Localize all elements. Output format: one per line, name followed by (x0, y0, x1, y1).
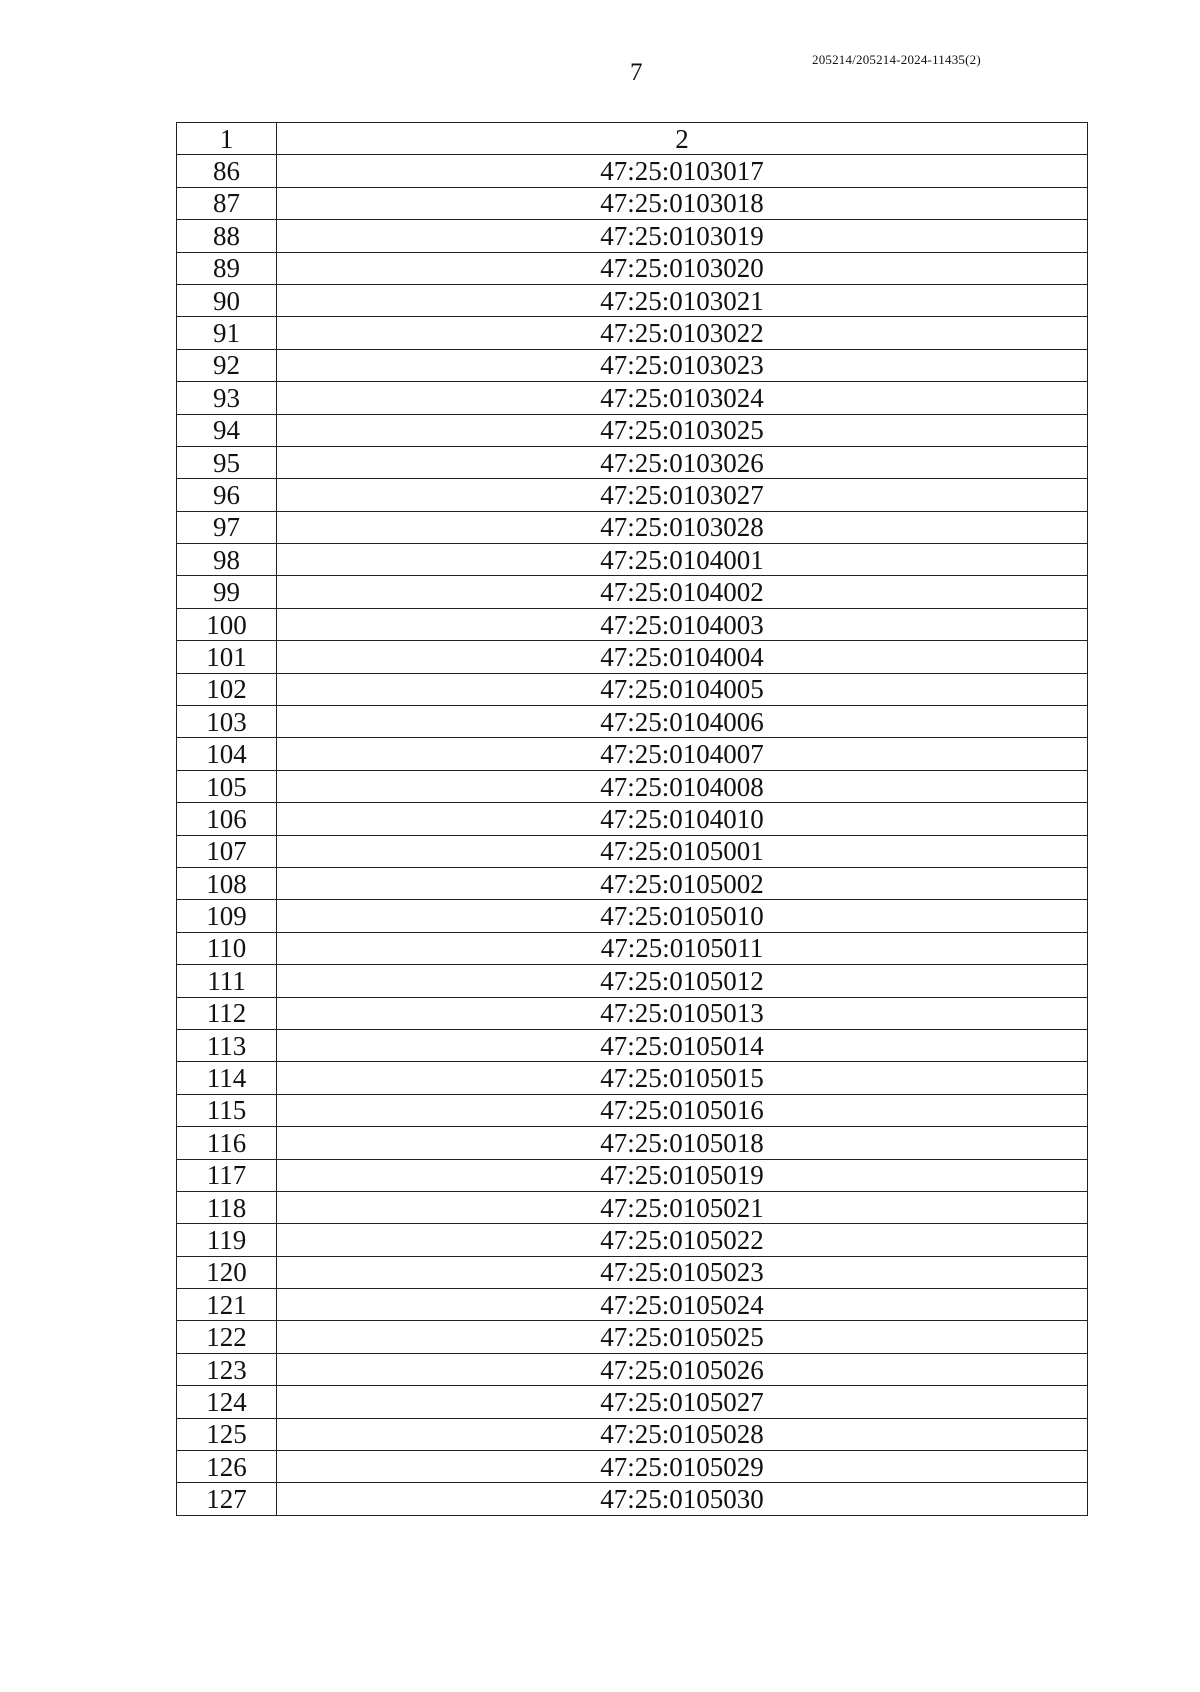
table-body (177, 123, 1088, 1516)
document-reference: 205214/205214-2024-11435(2) (812, 52, 981, 67)
row-number-cell: 96 (177, 479, 277, 511)
row-number-cell: 119 (177, 1224, 277, 1256)
cadastral-number-cell: 47:25:0103028 (277, 511, 1088, 543)
row-number-cell: 116 (177, 1127, 277, 1159)
table-row (177, 446, 1088, 478)
row-number-cell: 89 (177, 252, 277, 284)
cadastral-number-cell: 47:25:0105022 (277, 1224, 1088, 1256)
cadastral-number-cell: 47:25:0104006 (277, 706, 1088, 738)
table-row (177, 1256, 1088, 1288)
row-number-cell: 91 (177, 317, 277, 349)
cadastral-number-cell: 47:25:0104001 (277, 544, 1088, 576)
row-number-cell: 111 (177, 965, 277, 997)
cadastral-number-cell: 47:25:0103018 (277, 187, 1088, 219)
cadastral-number-cell: 47:25:0103022 (277, 317, 1088, 349)
cadastral-number-cell: 47:25:0105011 (277, 932, 1088, 964)
row-number-cell: 86 (177, 155, 277, 187)
cadastral-number-cell: 47:25:0103023 (277, 349, 1088, 381)
cadastral-number-cell: 47:25:0103026 (277, 446, 1088, 478)
table-row (177, 1289, 1088, 1321)
cadastral-number-cell: 47:25:0104005 (277, 673, 1088, 705)
cadastral-number-cell: 47:25:0104010 (277, 803, 1088, 835)
table-row (177, 576, 1088, 608)
row-number-cell: 93 (177, 382, 277, 414)
cadastral-number-cell: 47:25:0103021 (277, 284, 1088, 316)
table-row (177, 284, 1088, 316)
row-number-cell: 114 (177, 1062, 277, 1094)
table-row (177, 867, 1088, 899)
table-row (177, 608, 1088, 640)
cadastral-number-cell: 47:25:0105025 (277, 1321, 1088, 1353)
table-row (177, 835, 1088, 867)
row-number-cell: 120 (177, 1256, 277, 1288)
table-row (177, 932, 1088, 964)
row-number-cell: 100 (177, 608, 277, 640)
cadastral-number-cell: 47:25:0103017 (277, 155, 1088, 187)
table-row (177, 414, 1088, 446)
row-number-cell: 98 (177, 544, 277, 576)
row-number-cell: 104 (177, 738, 277, 770)
row-number-cell: 126 (177, 1451, 277, 1483)
cadastral-number-cell: 47:25:0105015 (277, 1062, 1088, 1094)
row-number-cell: 122 (177, 1321, 277, 1353)
table-row (177, 1451, 1088, 1483)
cadastral-number-cell: 47:25:0104004 (277, 641, 1088, 673)
table-row (177, 1159, 1088, 1191)
row-number-cell: 92 (177, 349, 277, 381)
cadastral-number-cell: 47:25:0104008 (277, 770, 1088, 802)
cadastral-number-cell: 47:25:0105013 (277, 997, 1088, 1029)
table-row (177, 382, 1088, 414)
row-number-cell: 105 (177, 770, 277, 802)
row-number-cell: 121 (177, 1289, 277, 1321)
row-number-cell: 112 (177, 997, 277, 1029)
row-number-cell: 123 (177, 1353, 277, 1385)
cadastral-number-cell: 47:25:0105029 (277, 1451, 1088, 1483)
cadastral-number-cell: 47:25:0104002 (277, 576, 1088, 608)
cadastral-number-cell: 47:25:0103020 (277, 252, 1088, 284)
table-row (177, 1321, 1088, 1353)
table-row (177, 349, 1088, 381)
cadastral-number-cell: 47:25:0105014 (277, 1029, 1088, 1061)
table-row (177, 803, 1088, 835)
row-number-cell: 90 (177, 284, 277, 316)
table-row (177, 1386, 1088, 1418)
table-row (177, 479, 1088, 511)
cadastral-number-cell: 47:25:0104007 (277, 738, 1088, 770)
table-row (177, 511, 1088, 543)
row-number-cell: 110 (177, 932, 277, 964)
table-row (177, 317, 1088, 349)
cadastral-number-cell: 47:25:0105019 (277, 1159, 1088, 1191)
table-row (177, 220, 1088, 252)
table-row (177, 1127, 1088, 1159)
cadastral-number-cell: 47:25:0103025 (277, 414, 1088, 446)
row-number-cell: 118 (177, 1191, 277, 1223)
row-number-cell: 106 (177, 803, 277, 835)
table-row (177, 1062, 1088, 1094)
table-row (177, 738, 1088, 770)
cadastral-number-cell: 47:25:0105012 (277, 965, 1088, 997)
cadastral-number-cell: 47:25:0103019 (277, 220, 1088, 252)
table-row (177, 997, 1088, 1029)
cadastral-number-cell: 47:25:0105010 (277, 900, 1088, 932)
cadastral-number-cell: 47:25:0105023 (277, 1256, 1088, 1288)
table-header-row (177, 123, 1088, 155)
row-number-cell: 101 (177, 641, 277, 673)
column-header-1: 1 (177, 123, 277, 155)
row-number-cell: 103 (177, 706, 277, 738)
row-number-cell: 115 (177, 1094, 277, 1126)
table-row (177, 1418, 1088, 1450)
cadastral-number-cell: 47:25:0105002 (277, 867, 1088, 899)
cadastral-number-cell: 47:25:0103024 (277, 382, 1088, 414)
table-row (177, 673, 1088, 705)
row-number-cell: 107 (177, 835, 277, 867)
table-row (177, 900, 1088, 932)
table-row (177, 1191, 1088, 1223)
cadastral-number-cell: 47:25:0105001 (277, 835, 1088, 867)
row-number-cell: 108 (177, 867, 277, 899)
table-row (177, 544, 1088, 576)
table-row (177, 770, 1088, 802)
cadastral-number-cell: 47:25:0105030 (277, 1483, 1088, 1515)
table-row (177, 965, 1088, 997)
cadastral-number-cell: 47:25:0103027 (277, 479, 1088, 511)
cadastral-number-cell: 47:25:0105024 (277, 1289, 1088, 1321)
row-number-cell: 124 (177, 1386, 277, 1418)
cadastral-number-cell: 47:25:0105028 (277, 1418, 1088, 1450)
table-row (177, 155, 1088, 187)
cadastral-number-cell: 47:25:0105018 (277, 1127, 1088, 1159)
row-number-cell: 113 (177, 1029, 277, 1061)
table-row (177, 187, 1088, 219)
cadastral-number-cell: 47:25:0105026 (277, 1353, 1088, 1385)
table-row (177, 1353, 1088, 1385)
table-row (177, 1483, 1088, 1515)
row-number-cell: 95 (177, 446, 277, 478)
table-row (177, 1029, 1088, 1061)
row-number-cell: 99 (177, 576, 277, 608)
row-number-cell: 127 (177, 1483, 277, 1515)
table-row (177, 641, 1088, 673)
table-row (177, 706, 1088, 738)
row-number-cell: 94 (177, 414, 277, 446)
page-number: 7 (630, 59, 643, 86)
cadastral-table (176, 122, 1088, 1516)
table-row (177, 1094, 1088, 1126)
cadastral-number-cell: 47:25:0104003 (277, 608, 1088, 640)
row-number-cell: 102 (177, 673, 277, 705)
row-number-cell: 125 (177, 1418, 277, 1450)
row-number-cell: 117 (177, 1159, 277, 1191)
cadastral-number-cell: 47:25:0105016 (277, 1094, 1088, 1126)
row-number-cell: 88 (177, 220, 277, 252)
row-number-cell: 97 (177, 511, 277, 543)
row-number-cell: 109 (177, 900, 277, 932)
table-row (177, 252, 1088, 284)
table-row (177, 1224, 1088, 1256)
column-header-2: 2 (277, 123, 1088, 155)
cadastral-number-cell: 47:25:0105027 (277, 1386, 1088, 1418)
cadastral-number-cell: 47:25:0105021 (277, 1191, 1088, 1223)
row-number-cell: 87 (177, 187, 277, 219)
